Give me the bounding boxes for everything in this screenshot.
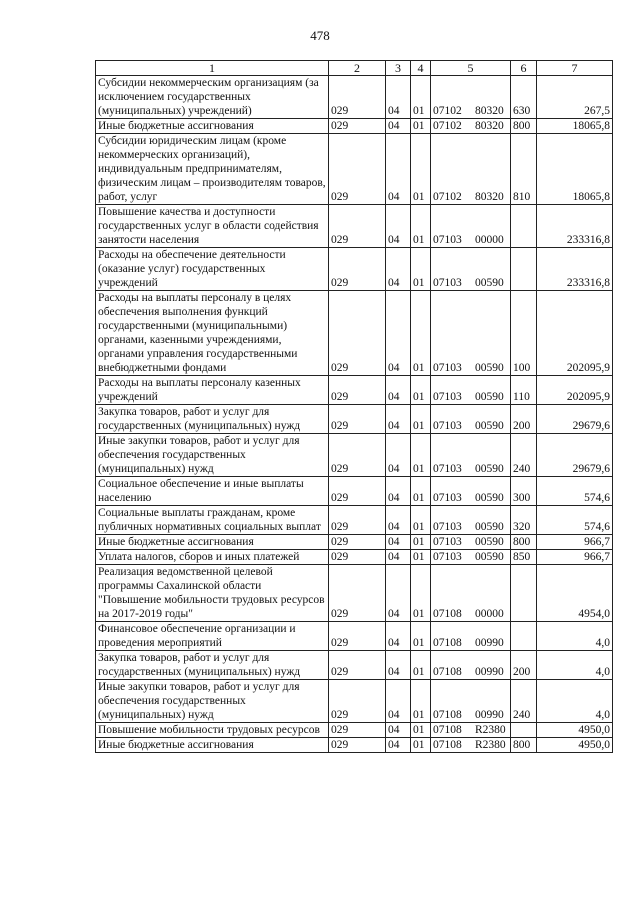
row-name-cell: Иные бюджетные ассигнования <box>96 119 329 134</box>
target-code-direction: 00590 <box>475 521 504 533</box>
budget-table <box>95 60 613 753</box>
page-number: 478 <box>310 28 330 43</box>
row-name-cell: Иные закупки товаров, работ и услуг для обеспечения государственных (муниципальных) нужд <box>96 434 329 477</box>
row-expense-type-cell: 800 <box>511 535 537 550</box>
table-row <box>96 205 613 248</box>
target-code-direction: 00000 <box>475 608 504 620</box>
row-name-cell: Субсидии некоммерческим организациям (за исключением государственных (муниципальных) учреждений) <box>96 76 329 119</box>
target-code-direction: R2380 <box>475 724 506 736</box>
row-admin-code-cell: 029 <box>329 550 386 565</box>
row-target-code-cell <box>431 477 511 506</box>
row-section-cell: 04 <box>386 134 411 205</box>
row-target-code-cell <box>431 723 511 738</box>
target-code-direction: 80320 <box>475 105 504 117</box>
row-subsection-cell: 01 <box>411 376 431 405</box>
target-code-direction: 00590 <box>475 463 504 475</box>
row-admin-code-cell: 029 <box>329 622 386 651</box>
target-code-program: 07103 <box>433 492 462 504</box>
row-admin-code-cell: 029 <box>329 376 386 405</box>
row-amount-cell: 4,0 <box>537 622 613 651</box>
row-subsection-cell: 01 <box>411 119 431 134</box>
row-expense-type-cell: 800 <box>511 738 537 753</box>
row-section-cell: 04 <box>386 434 411 477</box>
target-code-direction: 00590 <box>475 277 504 289</box>
row-amount-cell: 4,0 <box>537 651 613 680</box>
row-target-code-cell <box>431 205 511 248</box>
row-amount-cell: 966,7 <box>537 535 613 550</box>
row-expense-type-cell: 200 <box>511 651 537 680</box>
row-section-cell: 04 <box>386 535 411 550</box>
row-target-code-cell <box>431 291 511 376</box>
row-expense-type-cell: 320 <box>511 506 537 535</box>
column-header-4: 4 <box>411 61 431 76</box>
target-code-program: 07103 <box>433 536 462 548</box>
row-amount-cell: 966,7 <box>537 550 613 565</box>
row-section-cell: 04 <box>386 738 411 753</box>
table-row <box>96 738 613 753</box>
target-code-direction: 00990 <box>475 709 504 721</box>
table-row <box>96 76 613 119</box>
row-expense-type-cell: 240 <box>511 434 537 477</box>
row-target-code-cell <box>431 565 511 622</box>
column-header-7: 7 <box>537 61 613 76</box>
row-name-cell: Повышение качества и доступности государственных услуг в области содействия занятости населения <box>96 205 329 248</box>
row-section-cell: 04 <box>386 680 411 723</box>
target-code-program: 07108 <box>433 637 462 649</box>
target-code-direction: R2380 <box>475 739 506 751</box>
table-row <box>96 622 613 651</box>
row-section-cell: 04 <box>386 405 411 434</box>
row-expense-type-cell: 200 <box>511 405 537 434</box>
row-admin-code-cell: 029 <box>329 291 386 376</box>
row-amount-cell: 233316,8 <box>537 248 613 291</box>
row-target-code-cell <box>431 134 511 205</box>
row-amount-cell: 29679,6 <box>537 434 613 477</box>
row-name-cell: Иные бюджетные ассигнования <box>96 738 329 753</box>
row-expense-type-cell <box>511 622 537 651</box>
row-expense-type-cell: 110 <box>511 376 537 405</box>
row-amount-cell: 4950,0 <box>537 738 613 753</box>
row-section-cell: 04 <box>386 550 411 565</box>
row-name-cell: Иные бюджетные ассигнования <box>96 535 329 550</box>
row-amount-cell: 202095,9 <box>537 376 613 405</box>
target-code-direction: 00590 <box>475 420 504 432</box>
row-amount-cell: 18065,8 <box>537 134 613 205</box>
row-section-cell: 04 <box>386 205 411 248</box>
row-target-code-cell <box>431 506 511 535</box>
row-expense-type-cell: 810 <box>511 134 537 205</box>
table-body <box>96 76 613 753</box>
row-name-cell: Расходы на обеспечение деятельности (оказание услуг) государственных учреждений <box>96 248 329 291</box>
target-code-direction: 00590 <box>475 536 504 548</box>
target-code-direction: 80320 <box>475 191 504 203</box>
row-admin-code-cell: 029 <box>329 565 386 622</box>
row-admin-code-cell: 029 <box>329 434 386 477</box>
target-code-program: 07102 <box>433 120 462 132</box>
target-code-direction: 00590 <box>475 551 504 563</box>
row-amount-cell: 233316,8 <box>537 205 613 248</box>
target-code-program: 07102 <box>433 191 462 203</box>
row-target-code-cell <box>431 405 511 434</box>
row-subsection-cell: 01 <box>411 434 431 477</box>
target-code-direction: 00990 <box>475 637 504 649</box>
table-row <box>96 550 613 565</box>
target-code-program: 07108 <box>433 608 462 620</box>
table-row <box>96 506 613 535</box>
target-code-program: 07103 <box>433 420 462 432</box>
row-section-cell: 04 <box>386 76 411 119</box>
row-section-cell: 04 <box>386 248 411 291</box>
target-code-program: 07108 <box>433 709 462 721</box>
row-expense-type-cell: 850 <box>511 550 537 565</box>
table-row <box>96 535 613 550</box>
row-amount-cell: 4954,0 <box>537 565 613 622</box>
table-row <box>96 477 613 506</box>
target-code-program: 07103 <box>433 463 462 475</box>
row-expense-type-cell: 800 <box>511 119 537 134</box>
table-row <box>96 248 613 291</box>
row-subsection-cell: 01 <box>411 291 431 376</box>
row-amount-cell: 29679,6 <box>537 405 613 434</box>
row-name-cell: Закупка товаров, работ и услуг для государственных (муниципальных) нужд <box>96 651 329 680</box>
row-subsection-cell: 01 <box>411 622 431 651</box>
row-amount-cell: 574,6 <box>537 477 613 506</box>
row-admin-code-cell: 029 <box>329 535 386 550</box>
row-subsection-cell: 01 <box>411 738 431 753</box>
row-name-cell: Субсидии юридическим лицам (кроме некоммерческих организаций), индивидуальным предпринимателям, физическим лицам – производителям товаров, работ, услуг <box>96 134 329 205</box>
row-admin-code-cell: 029 <box>329 477 386 506</box>
row-section-cell: 04 <box>386 622 411 651</box>
row-expense-type-cell <box>511 565 537 622</box>
row-admin-code-cell: 029 <box>329 738 386 753</box>
row-admin-code-cell: 029 <box>329 723 386 738</box>
row-admin-code-cell: 029 <box>329 134 386 205</box>
row-subsection-cell: 01 <box>411 550 431 565</box>
target-code-program: 07108 <box>433 666 462 678</box>
column-header-6: 6 <box>511 61 537 76</box>
row-subsection-cell: 01 <box>411 506 431 535</box>
row-subsection-cell: 01 <box>411 405 431 434</box>
target-code-program: 07108 <box>433 739 462 751</box>
row-amount-cell: 202095,9 <box>537 291 613 376</box>
table-row <box>96 680 613 723</box>
row-admin-code-cell: 029 <box>329 205 386 248</box>
row-amount-cell: 4950,0 <box>537 723 613 738</box>
row-target-code-cell <box>431 434 511 477</box>
table-row <box>96 405 613 434</box>
table-row <box>96 723 613 738</box>
row-name-cell: Социальные выплаты гражданам, кроме публичных нормативных социальных выплат <box>96 506 329 535</box>
row-section-cell: 04 <box>386 291 411 376</box>
column-header-2: 2 <box>329 61 386 76</box>
row-target-code-cell <box>431 119 511 134</box>
table-header-row <box>96 61 613 76</box>
row-target-code-cell <box>431 248 511 291</box>
row-name-cell: Расходы на выплаты персоналу в целях обеспечения выполнения функций государственными (муниципальными) органами, казенными учреждениями, органами управления государственными внебюджетными фондами <box>96 291 329 376</box>
target-code-program: 07103 <box>433 521 462 533</box>
target-code-program: 07103 <box>433 234 462 246</box>
row-expense-type-cell: 100 <box>511 291 537 376</box>
row-subsection-cell: 01 <box>411 134 431 205</box>
table-row <box>96 565 613 622</box>
row-admin-code-cell: 029 <box>329 506 386 535</box>
row-subsection-cell: 01 <box>411 680 431 723</box>
row-target-code-cell <box>431 622 511 651</box>
row-subsection-cell: 01 <box>411 76 431 119</box>
row-admin-code-cell: 029 <box>329 119 386 134</box>
row-admin-code-cell: 029 <box>329 405 386 434</box>
row-name-cell: Уплата налогов, сборов и иных платежей <box>96 550 329 565</box>
table-row <box>96 651 613 680</box>
row-target-code-cell <box>431 535 511 550</box>
target-code-program: 07102 <box>433 105 462 117</box>
target-code-program: 07103 <box>433 277 462 289</box>
row-admin-code-cell: 029 <box>329 248 386 291</box>
target-code-program: 07103 <box>433 551 462 563</box>
column-header-1: 1 <box>96 61 329 76</box>
row-expense-type-cell <box>511 248 537 291</box>
row-subsection-cell: 01 <box>411 477 431 506</box>
row-expense-type-cell <box>511 723 537 738</box>
row-name-cell: Финансовое обеспечение организации и проведения мероприятий <box>96 622 329 651</box>
column-header-5: 5 <box>431 61 511 76</box>
row-section-cell: 04 <box>386 119 411 134</box>
target-code-direction: 00000 <box>475 234 504 246</box>
row-name-cell: Расходы на выплаты персоналу казенных учреждений <box>96 376 329 405</box>
row-name-cell: Реализация ведомственной целевой программы Сахалинской области "Повышение мобильности трудовых ресурсов на 2017-2019 годы" <box>96 565 329 622</box>
row-target-code-cell <box>431 376 511 405</box>
row-admin-code-cell: 029 <box>329 651 386 680</box>
row-amount-cell: 267,5 <box>537 76 613 119</box>
row-subsection-cell: 01 <box>411 205 431 248</box>
row-target-code-cell <box>431 738 511 753</box>
row-section-cell: 04 <box>386 565 411 622</box>
row-subsection-cell: 01 <box>411 565 431 622</box>
row-section-cell: 04 <box>386 723 411 738</box>
row-expense-type-cell: 630 <box>511 76 537 119</box>
row-expense-type-cell: 240 <box>511 680 537 723</box>
row-target-code-cell <box>431 550 511 565</box>
row-name-cell: Закупка товаров, работ и услуг для государственных (муниципальных) нужд <box>96 405 329 434</box>
row-name-cell: Повышение мобильности трудовых ресурсов <box>96 723 329 738</box>
row-expense-type-cell <box>511 205 537 248</box>
row-admin-code-cell: 029 <box>329 680 386 723</box>
table-row <box>96 376 613 405</box>
row-section-cell: 04 <box>386 651 411 680</box>
row-section-cell: 04 <box>386 506 411 535</box>
target-code-program: 07108 <box>433 724 462 736</box>
target-code-direction: 00590 <box>475 492 504 504</box>
target-code-direction: 00590 <box>475 362 504 374</box>
row-amount-cell: 574,6 <box>537 506 613 535</box>
table-row <box>96 434 613 477</box>
row-admin-code-cell: 029 <box>329 76 386 119</box>
target-code-program: 07103 <box>433 362 462 374</box>
row-subsection-cell: 01 <box>411 248 431 291</box>
row-target-code-cell <box>431 680 511 723</box>
row-section-cell: 04 <box>386 477 411 506</box>
row-expense-type-cell: 300 <box>511 477 537 506</box>
row-subsection-cell: 01 <box>411 535 431 550</box>
row-amount-cell: 4,0 <box>537 680 613 723</box>
target-code-direction: 80320 <box>475 120 504 132</box>
row-subsection-cell: 01 <box>411 651 431 680</box>
target-code-program: 07103 <box>433 391 462 403</box>
row-target-code-cell <box>431 76 511 119</box>
row-name-cell: Социальное обеспечение и иные выплаты населению <box>96 477 329 506</box>
table-row <box>96 291 613 376</box>
table-row <box>96 119 613 134</box>
column-header-3: 3 <box>386 61 411 76</box>
row-amount-cell: 18065,8 <box>537 119 613 134</box>
row-subsection-cell: 01 <box>411 723 431 738</box>
target-code-direction: 00590 <box>475 391 504 403</box>
row-section-cell: 04 <box>386 376 411 405</box>
row-name-cell: Иные закупки товаров, работ и услуг для обеспечения государственных (муниципальных) нужд <box>96 680 329 723</box>
row-target-code-cell <box>431 651 511 680</box>
target-code-direction: 00990 <box>475 666 504 678</box>
table-row <box>96 134 613 205</box>
